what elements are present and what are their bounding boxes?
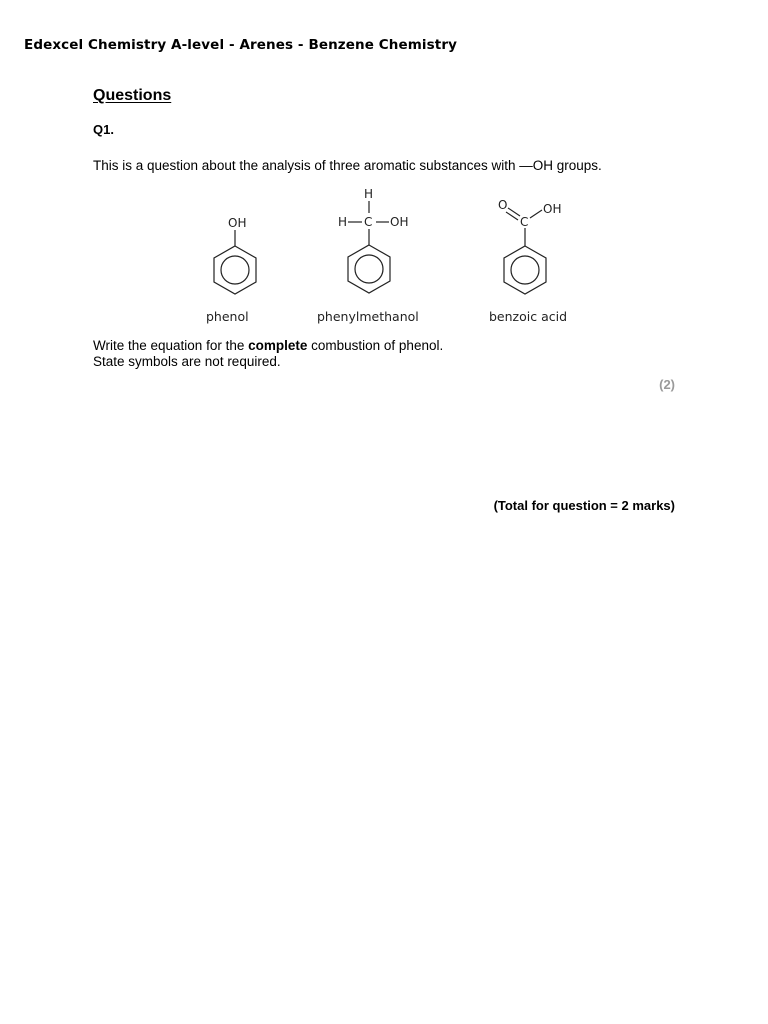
phenylmethanol-h-top-label: H xyxy=(364,187,374,201)
instruction-emphasis: complete xyxy=(248,338,308,353)
structures-figure xyxy=(180,182,600,332)
question-instruction xyxy=(93,338,443,370)
benzoic-acid-name: benzoic acid xyxy=(489,309,568,324)
instruction-line-1 xyxy=(93,338,443,354)
phenol-benzene-ring xyxy=(214,246,256,294)
benzoic-acid-aromatic-circle xyxy=(511,256,539,284)
instruction-text-before: Write the equation for the xyxy=(93,338,249,353)
phenol-aromatic-circle xyxy=(221,256,249,284)
instruction-text-after: combustion of phenol. xyxy=(307,338,444,353)
marks-label: (2) xyxy=(659,377,675,392)
phenol-name: phenol xyxy=(206,309,249,324)
phenylmethanol-aromatic-circle xyxy=(355,255,383,283)
question-intro: This is a question about the analysis of three aromatic substances with —OH groups. xyxy=(93,158,602,173)
structures-svg xyxy=(180,182,600,332)
benzoic-acid-c-label: C xyxy=(520,215,529,229)
phenol-structure xyxy=(206,216,256,324)
phenylmethanol-oh-label: OH xyxy=(390,215,409,229)
benzoic-acid-oh-label: OH xyxy=(543,202,562,216)
phenylmethanol-c-label: C xyxy=(364,215,373,229)
document-header: Edexcel Chemistry A-level - Arenes - Benzene Chemistry xyxy=(24,37,457,53)
total-marks: (Total for question = 2 marks) xyxy=(493,498,675,513)
phenylmethanol-benzene-ring xyxy=(348,245,390,293)
instruction-line-2: State symbols are not required. xyxy=(93,354,281,369)
phenylmethanol-name: phenylmethanol xyxy=(317,309,419,324)
section-title: Questions xyxy=(93,87,172,104)
question-number: Q1. xyxy=(93,122,114,137)
benzoic-acid-bond-coh xyxy=(530,210,542,218)
phenol-oh-label: OH xyxy=(228,216,247,230)
benzoic-acid-structure xyxy=(489,198,567,324)
phenylmethanol-h-left-label: H xyxy=(338,215,348,229)
phenylmethanol-structure xyxy=(317,187,419,324)
benzoic-acid-o-label: O xyxy=(498,198,508,212)
benzoic-acid-benzene-ring xyxy=(504,246,546,294)
